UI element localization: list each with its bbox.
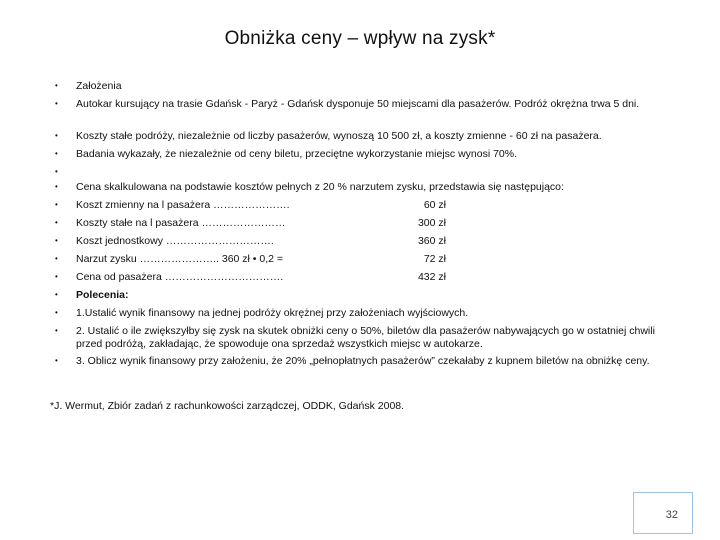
bullet-icon: • bbox=[55, 131, 58, 140]
list-item-text: Koszt zmienny na l pasażera …………………. bbox=[76, 199, 290, 211]
bullet-icon: • bbox=[55, 218, 58, 227]
list-item-value: 60 zł bbox=[423, 199, 446, 211]
list-item-text: Cena skalkulowana na podstawie kosztów pełnych z 20 % narzutem zysku, przedstawia się następująco: bbox=[76, 181, 564, 193]
list-item-text: Koszty stałe podróży, niezależnie od liczby pasażerów, wynoszą 10 500 zł, a koszty zmienne - 60 zł na pasażera. bbox=[76, 130, 602, 142]
bullet-icon: • bbox=[55, 99, 58, 108]
bullet-icon: • bbox=[55, 236, 58, 245]
bullet-icon: • bbox=[55, 167, 58, 176]
list-item-value: 72 zł bbox=[423, 253, 446, 265]
slide-title: Obniżka ceny – wpływ na zysk* bbox=[224, 28, 496, 49]
list-item-text: 3. Oblicz wynik finansowy przy założeniu, że 20% „pełnopłatnych pasażerów” czekałaby z kupnem biletów na obniżkę ceny. bbox=[76, 355, 650, 367]
bullet-icon: • bbox=[55, 272, 58, 281]
bullet-icon: • bbox=[55, 149, 58, 158]
list-item-text: Koszt jednostkowy …………………………. bbox=[76, 235, 274, 247]
list-item-value: 360 zł bbox=[417, 235, 446, 247]
bullet-icon: • bbox=[55, 290, 58, 299]
page-number: 32 bbox=[665, 509, 678, 521]
list-item-text: Narzut zysku ………………….. 360 zł • 0,2 = bbox=[76, 253, 284, 265]
list-item-text: Cena od pasażera ……………………………. bbox=[76, 271, 284, 283]
page-number-box bbox=[633, 492, 693, 534]
list-item-value: 300 zł bbox=[417, 217, 446, 229]
list-item-text: Polecenia: bbox=[76, 289, 129, 301]
bullet-icon: • bbox=[55, 254, 58, 263]
bullet-icon: • bbox=[55, 356, 58, 365]
list-item-text: Badania wykazały, że niezależnie od ceny biletu, przeciętne wykorzystanie miejsc wynosi 70%. bbox=[76, 148, 518, 160]
list-item-text: Autokar kursujący na trasie Gdańsk - Paryż - Gdańsk dysponuje 50 miejscami dla pasażerów. Podróż okrężna trwa 5 dni. bbox=[76, 98, 640, 110]
bullet-icon: • bbox=[55, 326, 58, 335]
bullet-icon: • bbox=[55, 200, 58, 209]
bullet-icon: • bbox=[55, 182, 58, 191]
list-item-text: Założenia bbox=[76, 80, 122, 92]
footnote: *J. Wermut, Zbiór zadań z rachunkowości zarządczej, ODDK, Gdańsk 2008. bbox=[50, 400, 405, 412]
bullet-icon: • bbox=[55, 308, 58, 317]
list-item-text: Koszty stałe na l pasażera …………………… bbox=[76, 217, 286, 229]
bullet-icon: • bbox=[55, 81, 58, 90]
list-item-value: 432 zł bbox=[417, 271, 446, 283]
list-item-text: 1.Ustalić wynik finansowy na jednej podróży okrężnej przy założeniach wyjściowych. bbox=[76, 307, 469, 319]
list-item-text: 2. Ustalić o ile zwiększyłby się zysk na skutek obniżki ceny o 50%, biletów dla pasażerów nabywających go w ostatniej chwili przed podróżą, zakładając, że spowoduje ona sprzedaż wszystkich miejsc w autokarze. bbox=[76, 325, 655, 350]
